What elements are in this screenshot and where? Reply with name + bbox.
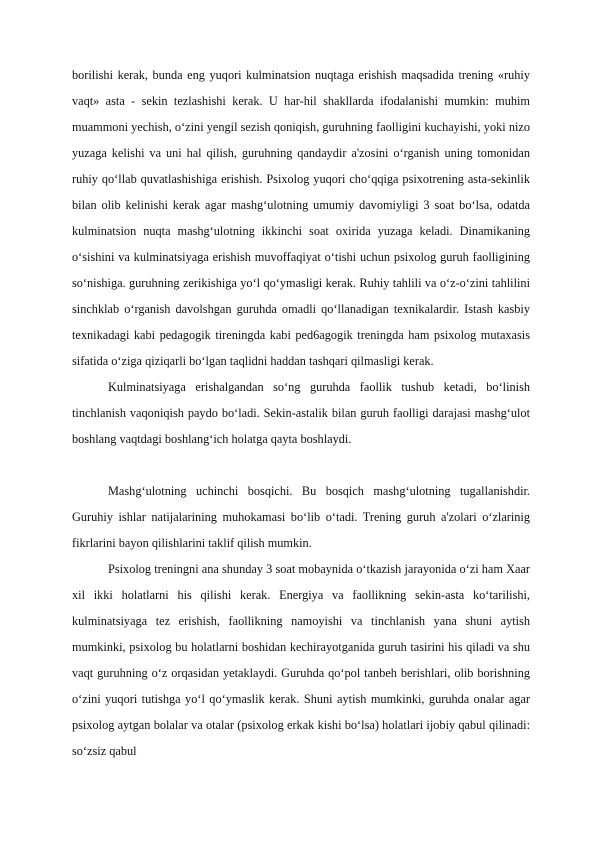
paragraph-culmination: Kulminatsiyaga erishalgandan so‘ng guruhda faollik tushub ketadi, bo‘linish tinchlanish vaqoniqish paydo bo‘ladi. Sekin-astalik bilan guruh faolligi darajasi mashg‘ulot boshlang vaqtdagi boshlang‘ich holatga qayta boshlaydi. [72,380,530,446]
paragraph-third-stage: Mashg‘ulotning uchinchi bosqichi. Bu bosqich mashg‘ulotning tugallanishdir. Guruhiy ishlar natijalarining muhokamasi bo‘lib o‘tadi. Trening guruh a'zolari o‘zlarinig fikrlarini bayon qilishlarini taklif qilish mumkin. [72,484,530,550]
paragraph-spacer [72,452,530,478]
paragraph-psychologist-training: Psixolog treningni ana shunday 3 soat mobaynida o‘tkazish jarayonida o‘zi ham Xaar xil ikki holatlarni his qilishi kerak. Energiya va faollikning sekin-asta ko‘tarilishi, kulminatsiyaga tez erishish, faollikning namoyishi va tinchlanish yana shuni aytish mumkinki, psixolog bu holatlarni boshidan kechirayotganida guruh tasirini his qiladi va shu vaqt guruhning o‘z orqasidan yetaklaydi. Guruhda qo‘pol tanbeh berishlari, olib borishning o‘zini yuqori tutishga yo‘l qo‘ymaslik kerak. Shuni aytish mumkinki, guruhda onalar agar psixolog aytgan bolalar va otalar (psixolog erkak kishi bo‘lsa) holatlari ijobiy qabul qilinadi: so‘zsiz qabul [72,562,530,758]
document-body [72,62,530,764]
paragraph-continuation: borilishi kerak, bunda eng yuqori kulminatsion nuqtaga erishish maqsadida trening «ruhiy vaqt» asta - sekin tezlashishi kerak. U har-hil shakllarda ifodalanishi mumkin: muhim muammoni yechish, o‘zini yengil sezish qoniqish, guruhning faolligini kuchayishi, yoki nizo yuzaga kelishi va uni hal qilish, guruhning qandaydir a'zosini o‘rganish uning tomonidan ruhiy qo‘llab quvatlashishiga erishish. Psixolog yuqori cho‘qqiga psixotrening asta-sekinlik bilan olib kelinishi kerak agar mashg‘ulotning umumiy davomiyligi 3 soat bo‘lsa, odatda kulminatsion nuqta mashg‘ulotning ikkinchi soat oxirida yuzaga keladi. Dinamikaning o‘sishini va kulminatsiyaga erishish muvoffaqiyat o‘tishi uchun psixolog guruh faolligining so‘nishiga. guruhning zerikishiga yo‘l qo‘ymasligi kerak. Ruhiy tahlili va o‘z-o‘zini tahlilini sinchklab o‘rganish davolshgan guruhda omadli qo‘llanadigan texnikalardir. Istash kasbiy texnikadagi kabi pedagogik tireningda kabi ped6agogik treningda ham psixolog mutaxasis sifatida o‘ziga qiziqarli bo‘lgan taqlidni haddan tashqari qilmasligi kerak. [72,68,530,368]
